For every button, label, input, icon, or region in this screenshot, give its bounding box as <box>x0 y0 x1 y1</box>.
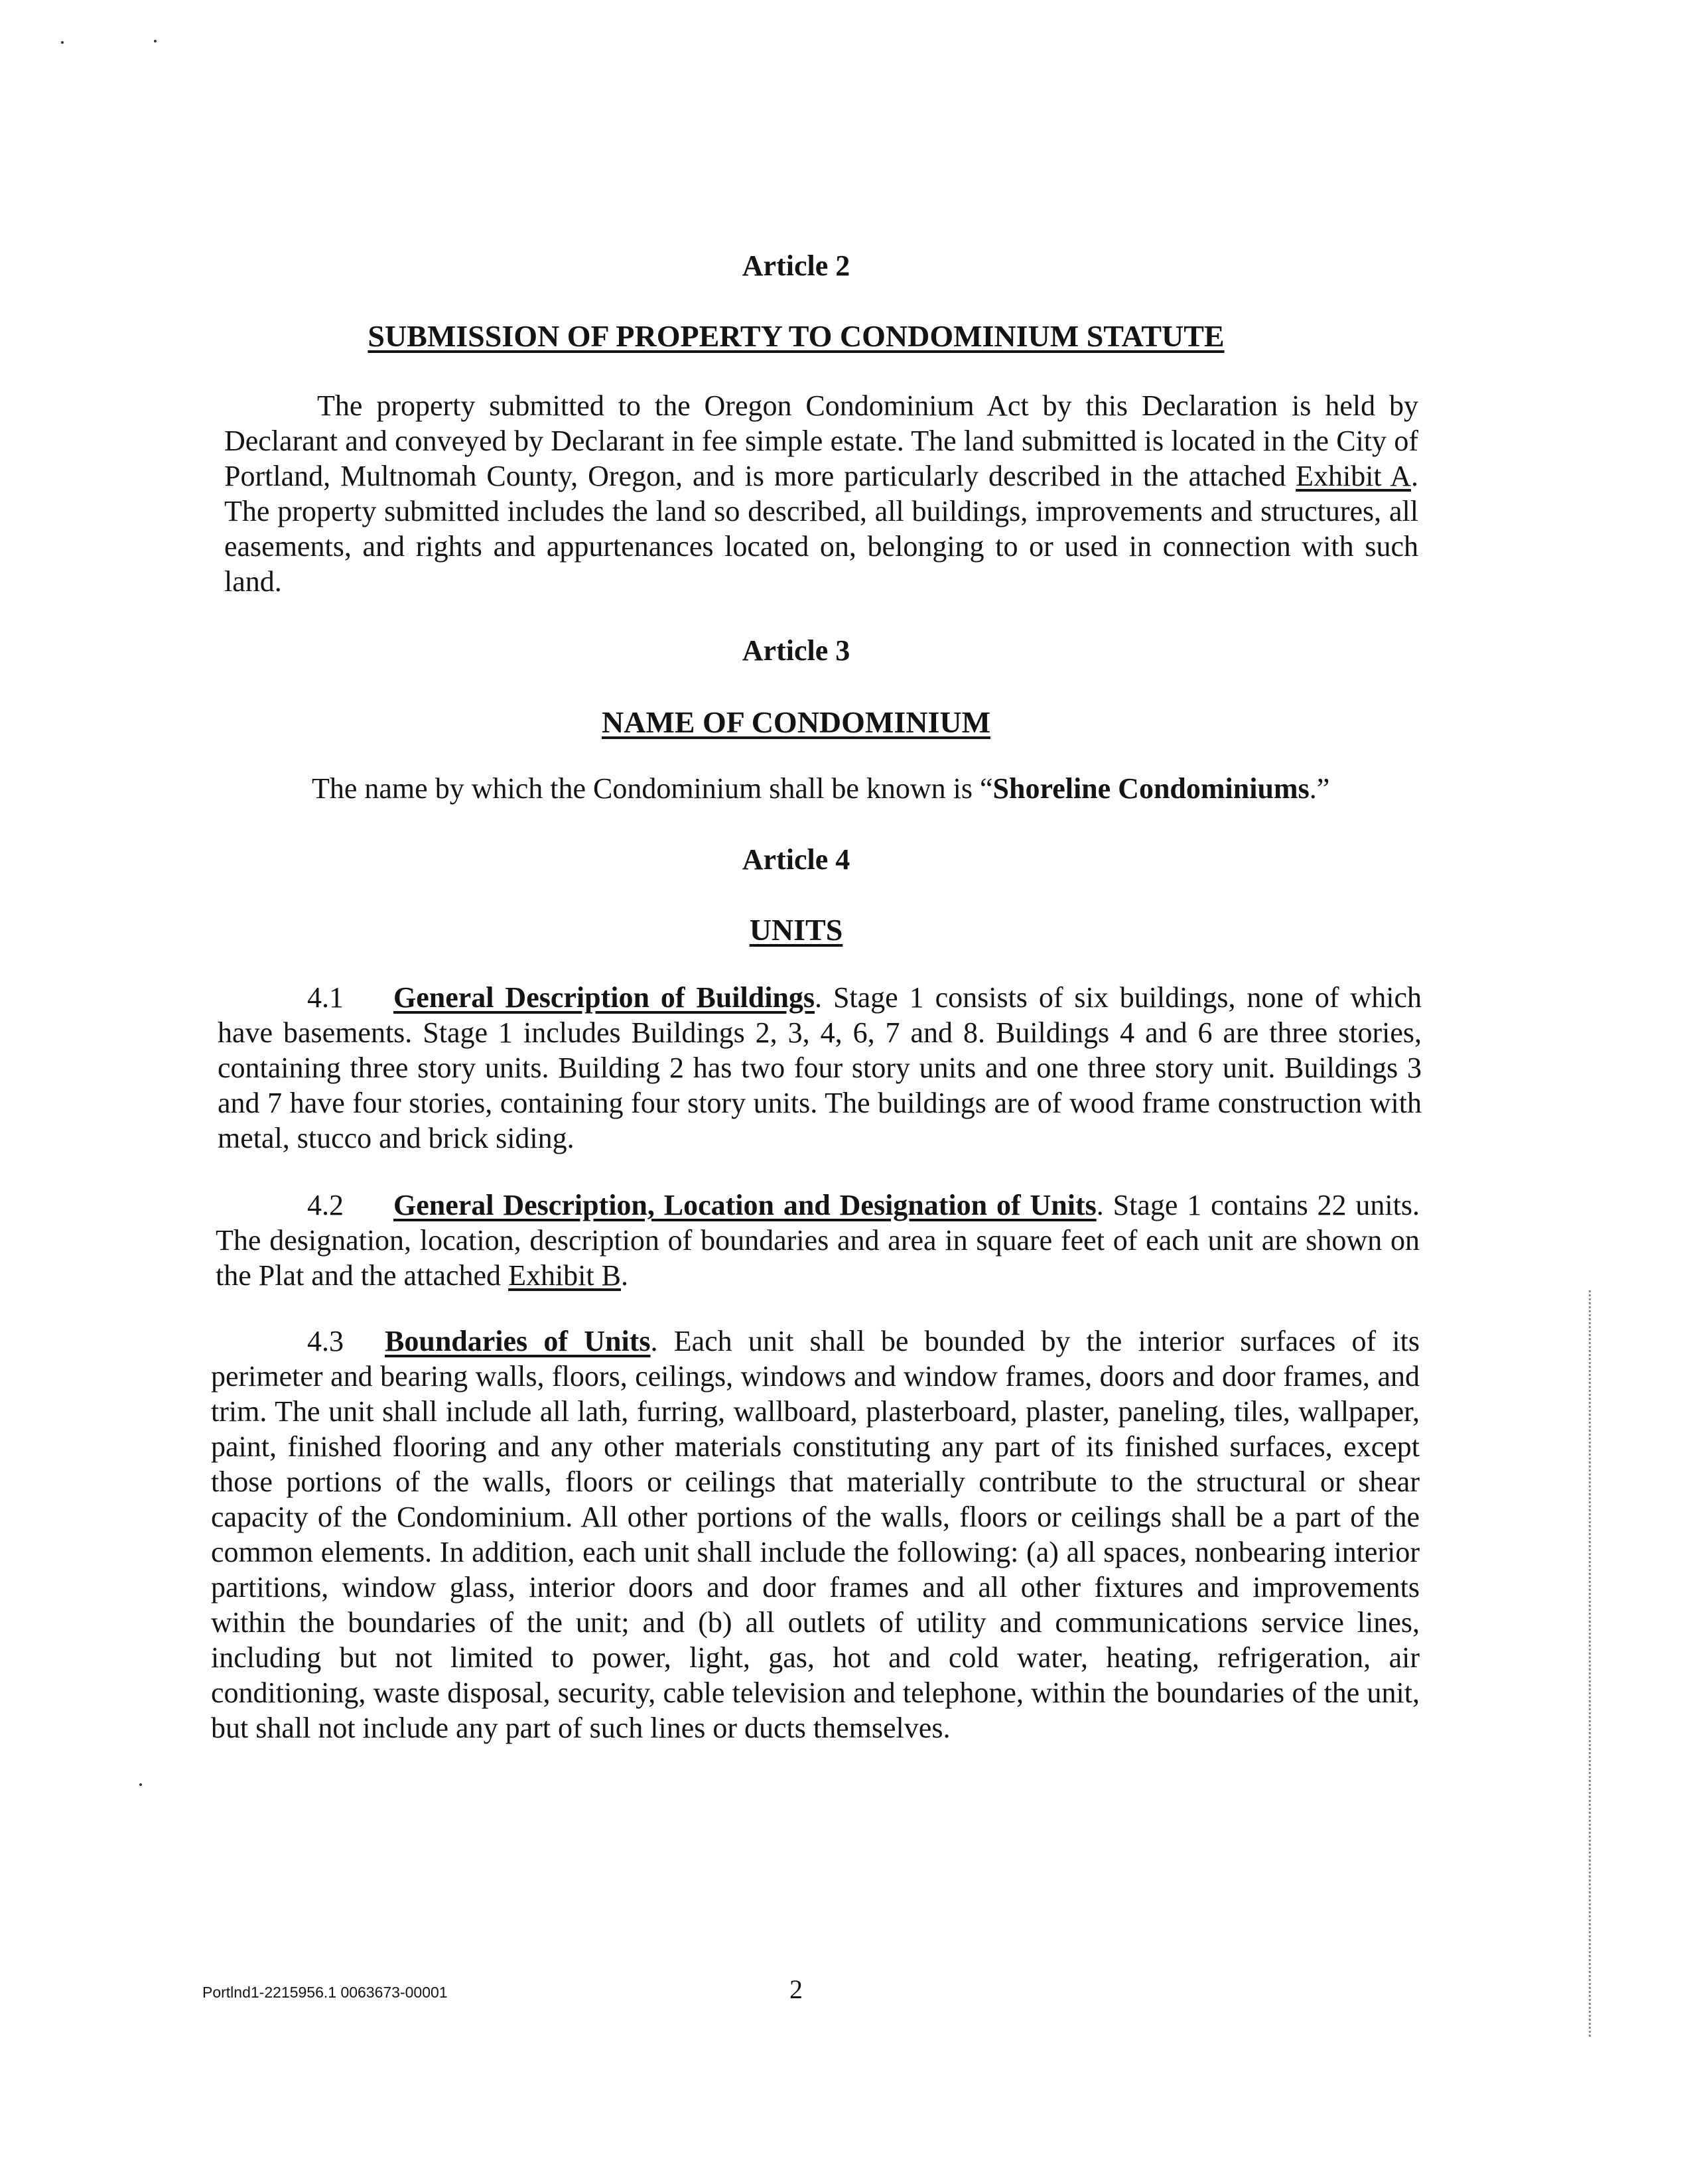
article-3-label: Article 3 <box>742 634 850 667</box>
scan-speck <box>139 1783 142 1786</box>
article-3-paragraph <box>312 771 1440 806</box>
section-4-1-text: . Stage 1 consists of six buildings, none of which have basements. Stage 1 includes Buildings 2, 3, 4, 6, 7 and 8. Buildings 4 and 6 are three stories, containing three story units. Building 2 has two four story units and one three story unit. Buildings 3 and 7 have four stories, containing four story units. The buildings are of wood frame construction with metal, stucco and brick siding. <box>218 981 1422 1154</box>
section-4-2 <box>216 1188 1420 1293</box>
article-2-label: Article 2 <box>742 249 850 282</box>
document-id-footer: Portlnd1-2215956.1 0063673-00001 <box>202 1984 448 2001</box>
scan-speck <box>61 41 64 44</box>
section-4-1-title: General Description of Buildings <box>393 981 815 1014</box>
section-4-2-title: General Description, Location and Designation of Units <box>393 1189 1097 1221</box>
condominium-name: Shoreline Condominiums <box>992 772 1310 805</box>
section-4-3-title: Boundaries of Units <box>385 1325 651 1357</box>
article-4-heading: UNITS <box>749 913 843 947</box>
article-3-heading: NAME OF CONDOMINIUM <box>601 705 990 739</box>
section-4-3-number: 4.3 <box>307 1325 344 1357</box>
scan-edge-line <box>1589 1290 1591 2037</box>
section-4-2-text-b: . <box>620 1259 628 1292</box>
section-4-2-text-a: . Stage 1 contains 22 units. The designation, location, description of boundaries and area in square feet of each unit are shown on the Plat and the attached <box>216 1189 1420 1292</box>
section-4-3 <box>211 1324 1420 1745</box>
section-4-1-number: 4.1 <box>307 981 344 1014</box>
article-3-text-b: .” <box>1309 772 1330 805</box>
article-3-text-a: The name by which the Condominium shall be known is “ <box>312 772 993 805</box>
article-2-text-a: The property submitted to the Oregon Condominium Act by this Declaration is held by Declarant and conveyed by Declarant in fee simple estate. The land submitted is located in the City of Portland, Multnomah County, Oregon, and is more particularly described in the attached <box>224 389 1418 492</box>
article-2-text-b: . The property submitted includes the land so described, all buildings, improvements and structures, all easements, and rights and appurtenances located on, belonging to or used in connection with such land. <box>224 460 1418 598</box>
section-4-1 <box>218 980 1422 1156</box>
page-number: 2 <box>789 1974 803 2004</box>
article-2-heading: SUBMISSION OF PROPERTY TO CONDOMINIUM STATUTE <box>368 319 1225 353</box>
article-4-label: Article 4 <box>742 843 850 876</box>
section-4-2-number: 4.2 <box>307 1189 344 1221</box>
exhibit-b-reference: Exhibit B <box>508 1259 621 1292</box>
section-4-3-text: . Each unit shall be bounded by the interior surfaces of its perimeter and bearing walls, floors, ceilings, windows and window frames, doors and door frames, and trim. The unit shall include all lath, furring, wallboard, plasterboard, plaster, paneling, tiles, wallpaper, paint, finished flooring and any other materials constituting any part of its finished surfaces, except those portions of the walls, floors or ceilings that materially contribute to the structural or shear capacity of the Condominium. All other portions of the walls, floors or ceilings shall be a part of the common elements. In addition, each unit shall include the following: (a) all spaces, nonbearing interior partitions, window glass, interior doors and door frames and all other fixtures and improvements within the boundaries of the unit; and (b) all outlets of utility and communications service lines, including but not limited to power, light, gas, hot and cold water, heating, refrigeration, air conditioning, waste disposal, security, cable television and telephone, within the boundaries of the unit, but shall not include any part of such lines or ducts themselves. <box>211 1325 1420 1744</box>
exhibit-a-reference: Exhibit A <box>1296 460 1411 492</box>
scan-speck <box>154 40 157 42</box>
article-2-paragraph <box>224 388 1418 599</box>
